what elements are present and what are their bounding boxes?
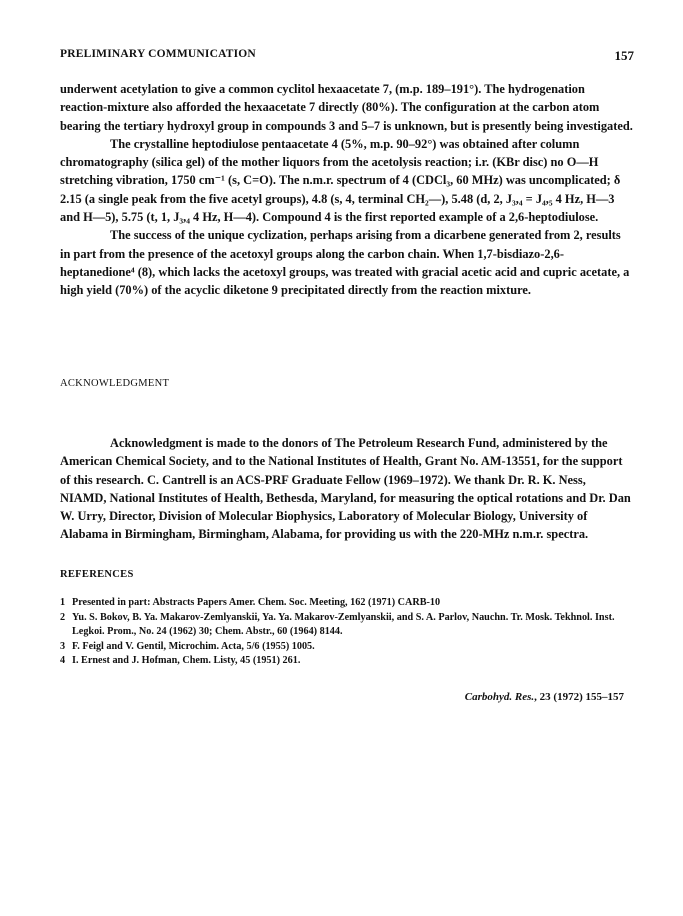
reference-number: 2 — [60, 611, 66, 623]
reference-number: 1 — [60, 597, 66, 608]
references-list — [60, 596, 634, 669]
references-heading: REFERENCES — [60, 569, 134, 580]
reference-item — [60, 611, 634, 640]
paragraph-3: The success of the unique cyclization, perhaps arising from a dicarbene generated from 2, results in part from the presence of the acetoxyl groups along the carbon chain. When 1,7-bisdiazo-2,6-heptanedione⁴ (8), which lacks the acetoxyl groups, was treated with gracial acetic acid and cupric acetate, a high yield (70%) of the acyclic diketone 9 precipitated directly from the reaction mixture. — [60, 228, 630, 298]
acknowledgment-paragraph: Acknowledgment is made to the donors of The Petroleum Research Fund, administered by the American Chemical Society, and to the National Institutes of Health, Grant No. AM-13551, for the support of this research. C. Cantrell is an ACS-PRF Graduate Fellow (1969–1972). We thank Dr. R. K. Ness, NIAMD, National Institutes of Health, Bethesda, Maryland, for measuring the optical rotations and Dr. Dan W. Urry, Director, Division of Molecular Biophysics, Laboratory of Molecular Biology, University of Alabama in Birmingham, Birmingham, Alabama, for providing us with the 220-MHz n.m.r. spectra. — [60, 436, 631, 542]
reference-number: 4 — [60, 655, 66, 667]
reference-item — [60, 596, 634, 611]
acknowledgment-text — [60, 434, 634, 544]
paragraph-1: underwent acetylation to give a common cyclitol hexaacetate 7, (m.p. 189–191°). The hydrogenation reaction-mixture also afforded the hexaacetate 7 directly (80%). The configuration at the carbon atom bearing the tertiary hydroxyl group in compounds 3 and 5–7 is unknown, but is presently being investigated. — [60, 82, 633, 133]
reference-text: I. Ernest and J. Hofman, Chem. Listy, 45 (1951) 261. — [72, 655, 301, 667]
paragraph-2: The crystalline heptodiulose pentaacetate 4 (5%, m.p. 90–92°) was obtained after column chromatography (silica gel) of the mother liquors from the acetolysis reaction; i.r. (KBr disc) no O—H stretching vibration, 1750 cm⁻¹ (s, C=O). The n.m.r. spectrum of 4 (CDCl₃, 60 MHz) was uncomplicated; δ 2.15 (a single peak from the five acetyl groups), 4.8 (s, 4, terminal CH₂—), 5.48 (d, 2, J₃,₄ = J₄,₅ 4 Hz, H—3 and H—5), 5.75 (t, 1, J₃,₄ 4 Hz, H—4). Compound 4 is the first reported example of a 2,6-heptodiulose. — [60, 136, 621, 225]
acknowledgment-heading: ACKNOWLEDGMENT — [60, 378, 170, 389]
reference-item — [60, 640, 634, 655]
journal-citation — [465, 691, 624, 703]
reference-text: Presented in part: Abstracts Papers Amer. Chem. Soc. Meeting, 162 (1971) CARB-10 — [72, 597, 441, 608]
journal-volume: , 23 (1972) 155–157 — [534, 691, 624, 703]
main-text — [60, 80, 634, 300]
running-header — [60, 48, 634, 68]
reference-text: F. Feigl and V. Gentil, Microchim. Acta, 5/6 (1955) 1005. — [72, 640, 315, 652]
reference-number: 3 — [60, 640, 66, 652]
reference-item — [60, 654, 634, 669]
journal-name: Carbohyd. Res. — [464, 691, 535, 703]
running-title: PRELIMINARY COMMUNICATION — [60, 48, 256, 60]
reference-text: Yu. S. Bokov, B. Ya. Makarov-Zemlyanskii, Ya. Ya. Makarov-Zemlyanskii, and S. A. Parlov, Nauchn. Tr. Mosk. Tekhnol. Inst. Legkoi. Prom., No. 24 (1962) 30; Chem. Abstr., 60 (1964) 8144. — [72, 611, 615, 638]
page-number: 157 — [614, 48, 634, 63]
